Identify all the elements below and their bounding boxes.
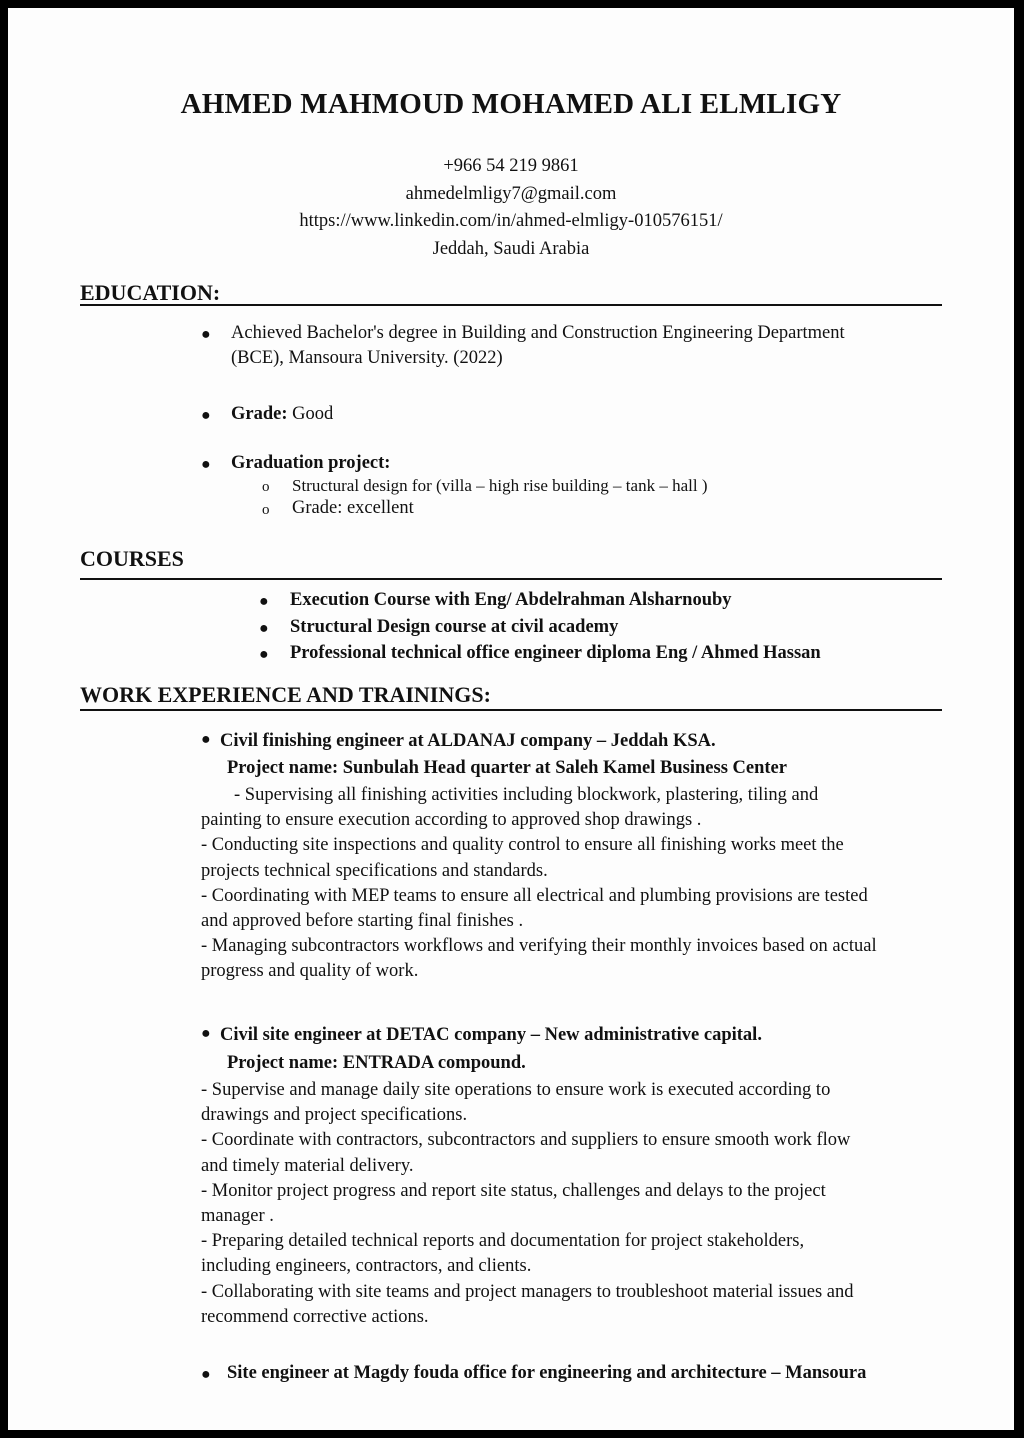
bullet-icon: ● <box>201 731 211 748</box>
job-description <box>201 783 946 985</box>
resume-page <box>8 8 1014 1430</box>
work-heading: WORK EXPERIENCE AND TRAININGS: <box>80 682 491 707</box>
job-description-line: recommend corrective actions. <box>201 1306 429 1327</box>
courses-heading: COURSES <box>80 546 184 571</box>
job-title: Civil finishing engineer at ALDANAJ company – Jeddah KSA. <box>220 731 716 751</box>
hollow-bullet-icon: o <box>262 479 270 495</box>
grade-label: Grade: <box>231 404 288 424</box>
education-divider <box>80 304 942 306</box>
project-item: Grade: excellent <box>292 498 414 518</box>
location: Jeddah, Saudi Arabia <box>432 239 590 259</box>
job-title: Site engineer at Magdy fouda office for engineering and architecture – Mansoura <box>227 1363 867 1383</box>
education-heading: EDUCATION: <box>80 280 221 305</box>
email-address: ahmedelmligy7@gmail.com <box>405 184 617 204</box>
grade-value: Good <box>292 404 334 424</box>
linkedin-url: https://www.linkedin.com/in/ahmed-elmligy-010576151/ <box>299 211 723 231</box>
applicant-name: AHMED MAHMOUD MOHAMED ALI ELMLIGY <box>180 88 842 120</box>
bullet-icon: ● <box>259 593 269 610</box>
bullet-icon: ● <box>201 456 211 473</box>
job-description-line: - Coordinating with MEP teams to ensure all electrical and plumbing provisions are tested <box>201 885 868 906</box>
phone-number: +966 54 219 9861 <box>443 156 579 176</box>
bullet-icon: ● <box>201 1366 211 1383</box>
courses-divider <box>80 578 942 580</box>
course-item: Structural Design course at civil academy <box>290 617 619 637</box>
grade-row <box>231 404 333 425</box>
job-description-line: - Supervising all finishing activities including blockwork, plastering, tiling and <box>234 785 819 805</box>
bullet-icon: ● <box>259 620 269 637</box>
job-description <box>201 1078 946 1330</box>
job-description-line: drawings and project specifications. <box>201 1105 468 1126</box>
job-description-line: - Managing subcontractors workflows and verifying their monthly invoices based on actual <box>201 936 877 957</box>
bullet-icon: ● <box>201 407 211 424</box>
bullet-icon: ● <box>259 646 269 663</box>
job-project-name: Project name: Sunbulah Head quarter at Saleh Kamel Business Center <box>227 758 787 778</box>
job-description-line: manager . <box>201 1206 274 1227</box>
job-description-line: including engineers, contractors, and clients. <box>201 1256 532 1277</box>
bullet-icon: ● <box>201 326 211 343</box>
job-description-line: - Monitor project progress and report site status, challenges and delays to the project <box>201 1180 826 1201</box>
job-description-line: projects technical specifications and standards. <box>201 860 548 881</box>
job-description-line: - Preparing detailed technical reports and documentation for project stakeholders, <box>201 1231 805 1252</box>
job-description-line: - Supervise and manage daily site operations to ensure work is executed according to <box>201 1080 831 1100</box>
bullet-icon: ● <box>201 1025 211 1042</box>
job-description-line: and timely material delivery. <box>201 1155 414 1176</box>
job-description-line: and approved before starting final finishes . <box>201 911 524 932</box>
job-description-line: - Conducting site inspections and quality control to ensure all finishing works meet the <box>201 835 844 856</box>
graduation-project-label: Graduation project: <box>231 453 391 473</box>
job-description-line: - Collaborating with site teams and project managers to troubleshoot material issues and <box>201 1281 854 1302</box>
degree-line-1: Achieved Bachelor's degree in Building and Construction Engineering Department <box>231 323 845 343</box>
job-title: Civil site engineer at DETAC company – New administrative capital. <box>220 1025 762 1045</box>
job-description-line: progress and quality of work. <box>201 961 419 982</box>
job-description-line: - Coordinate with contractors, subcontractors and suppliers to ensure smooth work flow <box>201 1130 851 1151</box>
hollow-bullet-icon: o <box>262 502 270 518</box>
job-project-name: Project name: ENTRADA compound. <box>227 1053 526 1073</box>
course-item: Professional technical office engineer diploma Eng / Ahmed Hassan <box>290 643 821 663</box>
project-item: Structural design for (villa – high rise building – tank – hall ) <box>292 476 708 495</box>
degree-line-2: (BCE), Mansoura University. (2022) <box>231 348 503 368</box>
course-item: Execution Course with Eng/ Abdelrahman Alsharnouby <box>290 590 732 610</box>
work-divider <box>80 709 942 711</box>
job-description-line: painting to ensure execution according to approved shop drawings . <box>201 810 702 831</box>
